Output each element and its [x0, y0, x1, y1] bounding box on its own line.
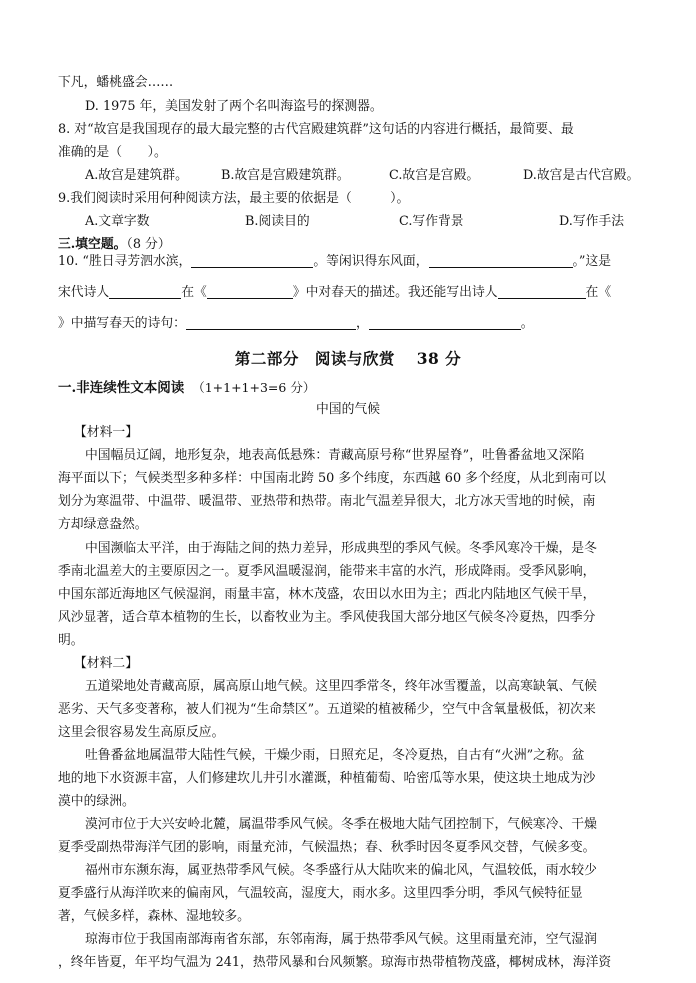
blank-verse-1[interactable]	[186, 315, 356, 330]
material-2-label: 【材料二】	[74, 656, 138, 671]
blank-poem[interactable]	[207, 284, 293, 299]
blank-verse-2[interactable]	[369, 315, 521, 330]
material-1-label: 【材料一】	[74, 425, 138, 440]
q8-option-a: A.故宫是建筑群。	[85, 168, 188, 183]
m1-line: 季南北温差大的主要原因之一。夏季风温暖湿润，能带来丰富的水汽，形成降雨。受季风影响，	[58, 564, 596, 579]
m1-line: 方却绿意盎然。	[58, 517, 148, 532]
m2-line: 漠河市位于大兴安岭北麓，属温带季风气候。冬季在极地大陆气团控制下，气候寒冷、干燥	[85, 817, 597, 832]
blank-2[interactable]	[429, 253, 573, 268]
q10-text-6: 》中对春天的描述。我还能写出诗人	[292, 285, 498, 300]
m1-line: 中国幅员辽阔，地形复杂，地表高低悬殊：青藏高原号称“世界屋脊”，吐鲁番盆地又深陷	[85, 448, 585, 463]
m2-line: 地的地下水资源丰富，人们修建坎儿井引水灌溉，种植葡萄、哈密瓜等水果，使这块土地成为沙	[58, 771, 596, 786]
m2-line: 夏季盛行从海洋吹来的偏南风，气温较高，湿度大，雨水多。这里四季分明，季风气候特征显	[58, 886, 583, 901]
m2-line: 这里会很容易发生高原反应。	[58, 725, 225, 740]
q10-text-1: 10. “胜日寻芳泗水滨，	[58, 254, 192, 269]
m2-line: 吐鲁番盆地属温带大陆性气候，干燥少雨，日照充足，冬冷夏热，自古有“火洲”之称。盆	[85, 748, 585, 763]
section-3-title: 三.填空题。	[58, 237, 127, 252]
q9-option-b: B.阅读目的	[245, 214, 310, 229]
q8-option-d: D.故宫是古代宫殿。	[523, 168, 640, 183]
m2-line: 著，气候多样，森林、湿地较多。	[58, 909, 250, 924]
m2-line: 五道梁地处青藏高原，属高原山地气候。这里四季常冬，终年冰雪覆盖，以高寒缺氧、气候	[85, 679, 597, 694]
q10-text-3: 。”这是	[572, 254, 612, 269]
m1-line: 中国濒临太平洋，由于海陆之间的热力差异，形成典型的季风气候。冬季风寒冷干燥，是冬	[85, 541, 597, 556]
q10-text-9: ，	[355, 316, 369, 331]
q9-option-a: A.文章字数	[85, 214, 150, 229]
blank-poet-2[interactable]	[498, 284, 586, 299]
q10-text-10: 。	[520, 316, 534, 331]
m2-line: 漠中的绿洲。	[58, 794, 135, 809]
m1-line: 划分为寒温带、中温带、暖温带、亚热带和热带。南北气温差异很大，北方冰天雪地的时候，南	[58, 494, 596, 509]
q9-option-c: C.写作背景	[399, 214, 464, 229]
m1-line: 风沙显著，适合草本植物的生长，以畜牧业为主。季风使我国大部分地区气候冬冷夏热，四季分	[58, 610, 596, 625]
m2-line: ，终年皆夏，年平均气温为 241，热带风暴和台风频繁。琼海市热带植物茂盛，椰树成林，海洋资	[58, 955, 612, 970]
section-1-title: 一.非连续性文本阅读	[58, 380, 185, 396]
q10-text-7: 在《	[585, 285, 612, 300]
question-9-line1: 9.我们阅读时采用何种阅读方法，最主要的依据是（ ）。	[58, 191, 410, 206]
section-1-heading	[58, 378, 315, 398]
m1-line: 中国东部近海地区气候湿润，雨量丰富，林木茂盛，农田以水田为主；西北内陆地区气候干旱，	[58, 587, 596, 602]
m2-line: 琼海市位于我国南部海南省东部，东邻南海，属于热带季风气候。这里雨量充沛，空气湿润	[85, 932, 597, 947]
m1-line: 海平面以下；气候类型多种多样：中国南北跨 50 多个纬度，东西越 60 多个经度，从北到南可以	[58, 471, 606, 486]
q10-text-5: 在《	[181, 285, 207, 300]
q10-text-2: 。等闲识得东风面，	[313, 254, 429, 269]
section-3-score: （8 分）	[126, 237, 171, 252]
q10-text-8: 》中描写春天的诗句：	[58, 316, 186, 331]
question-10-line1	[58, 251, 611, 273]
m2-line: 恶劣、天气多变著称，被人们视为“生命禁区”。五道梁的植被稀少，空气中含氧量极低，初次来	[58, 702, 596, 717]
question-8-line1: 8. 对“故宫是我国现存的最大最完整的古代宫殿建筑群”这句话的内容进行概括，最简要、最	[58, 122, 574, 137]
blank-poet[interactable]	[109, 284, 181, 299]
question-8-line2: 准确的是（ ）。	[58, 145, 167, 160]
question-10-line3	[58, 313, 534, 335]
blank-1[interactable]	[191, 253, 313, 268]
option-d-line: D. 1975 年，美国发射了两个名叫海盗号的探测器。	[85, 99, 383, 114]
question-10-line2	[58, 282, 611, 304]
m2-line: 夏季受副热带海洋气团的影响，雨量充沛，气候温热；春、秋季时因冬夏季风交替，气候多变。	[58, 840, 596, 855]
q8-option-b: B.故宫是宫殿建筑群。	[221, 168, 350, 183]
section-1-score: （1+1+1+3=6 分）	[192, 380, 316, 395]
part-2-title: 第二部分 阅读与欣赏 38 分	[234, 349, 462, 368]
article-title: 中国的气候	[316, 402, 380, 417]
m1-line: 明。	[58, 633, 84, 648]
m2-line: 福州市东濒东海，属亚热带季风气候。冬季盛行从大陆吹来的偏北风，气温较低，雨水较少	[85, 863, 597, 878]
continuation-line: 下凡，蟠桃盛会……	[58, 75, 174, 90]
q9-option-d: D.写作手法	[559, 214, 625, 229]
q10-text-4: 宋代诗人	[58, 285, 110, 300]
q8-option-c: C.故宫是宫殿。	[389, 168, 480, 183]
